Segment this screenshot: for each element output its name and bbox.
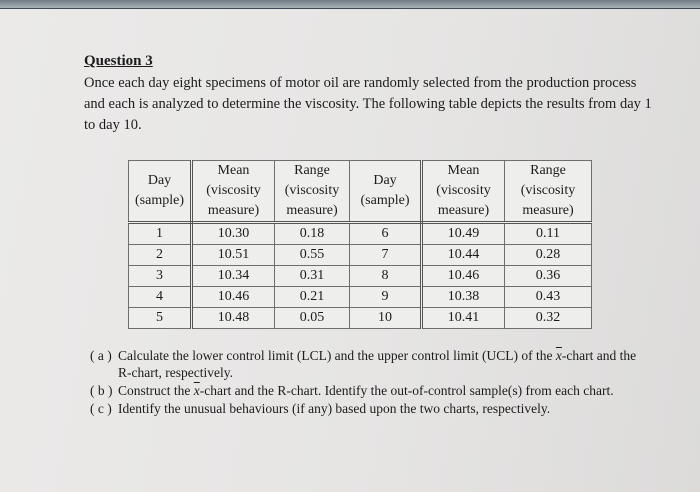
cell-range: 0.21 (275, 287, 350, 308)
xbar-symbol: $\overline{x}$ (193, 383, 200, 398)
cell-range: 0.36 (505, 266, 592, 287)
cell-day: 2 (129, 245, 192, 266)
part-a-text: Calculate the lower control limit (LCL) and the upper control limit (UCL) of the (118, 348, 553, 363)
cell-mean: 10.49 (422, 223, 505, 245)
part-a (90, 347, 650, 381)
xbar-symbol: $\overline{x}$ (555, 348, 562, 363)
cell-day: 7 (350, 245, 422, 266)
cell-day: 8 (350, 266, 422, 287)
part-c-text: Identify the unusual behaviours (if any) based upon the two charts, respectively. (118, 401, 551, 416)
cell-range: 0.18 (275, 223, 350, 245)
table-row (129, 308, 592, 329)
cell-range: 0.32 (505, 308, 592, 329)
question-title: Question 3 (84, 53, 153, 69)
cell-day: 1 (129, 223, 192, 245)
cell-day: 3 (129, 266, 192, 287)
cell-mean: 10.44 (422, 245, 505, 266)
table-row (129, 266, 592, 287)
part-a-text-cont: -chart and the R-chart, respectively. (118, 348, 637, 380)
top-band (0, 0, 700, 8)
part-b (90, 382, 650, 399)
viscosity-table (128, 160, 592, 329)
part-c-label: ( c ) (90, 401, 112, 416)
cell-range: 0.11 (505, 223, 592, 245)
header-range-2: Range (viscosity measure) (505, 161, 592, 223)
cell-range: 0.28 (505, 245, 592, 266)
cell-mean: 10.34 (192, 266, 275, 287)
cell-range: 0.43 (505, 287, 592, 308)
part-b-text: Construct the (118, 383, 191, 398)
part-a-label: ( a ) (90, 348, 112, 363)
table-header-row (129, 161, 592, 223)
header-mean: Mean (viscosity measure) (192, 161, 275, 223)
cell-mean: 10.46 (192, 287, 275, 308)
cell-day: 10 (350, 308, 422, 329)
part-c (90, 400, 650, 417)
cell-range: 0.55 (275, 245, 350, 266)
cell-mean: 10.51 (192, 245, 275, 266)
cell-mean: 10.41 (422, 308, 505, 329)
header-mean-2: Mean (viscosity measure) (422, 161, 505, 223)
table-row (129, 245, 592, 266)
cell-range: 0.31 (275, 266, 350, 287)
cell-mean: 10.38 (422, 287, 505, 308)
cell-mean: 10.30 (192, 223, 275, 245)
question-intro: Once each day eight specimens of motor oil are randomly selected from the production process and each is analyzed to determine the viscosity. The following table depicts the results from day 1 to day 10. (84, 75, 652, 133)
question-parts (90, 347, 650, 418)
cell-mean: 10.48 (192, 308, 275, 329)
cell-mean: 10.46 (422, 266, 505, 287)
cell-day: 4 (129, 287, 192, 308)
table-row (129, 223, 592, 245)
table-row (129, 287, 592, 308)
cell-day: 5 (129, 308, 192, 329)
cell-day: 6 (350, 223, 422, 245)
cell-range: 0.05 (275, 308, 350, 329)
header-range: Range (viscosity measure) (275, 161, 350, 223)
header-day-2: Day (sample) (350, 161, 422, 223)
part-b-label: ( b ) (90, 383, 113, 398)
header-day: Day (sample) (129, 161, 192, 223)
part-b-text-cont: -chart and the R-chart. Identify the out-of-control sample(s) from each chart. (199, 383, 614, 398)
cell-day: 9 (350, 287, 422, 308)
